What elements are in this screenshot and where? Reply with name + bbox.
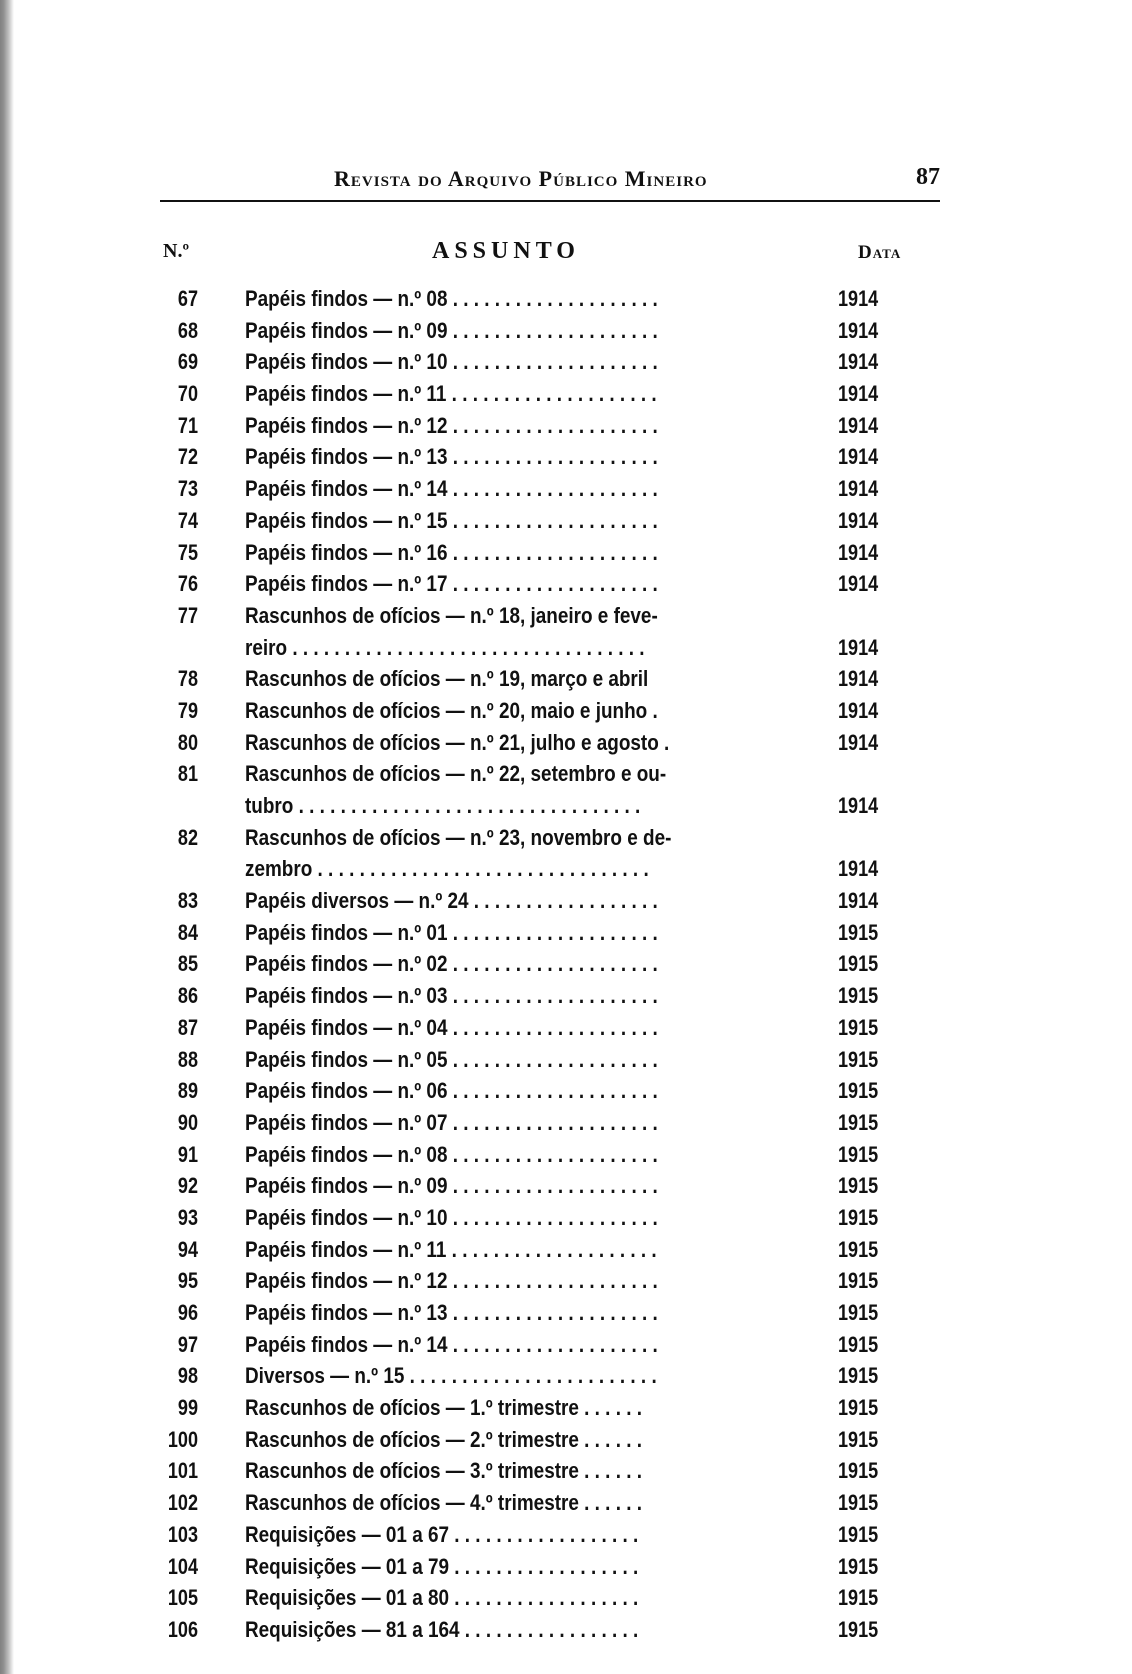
row-subject bbox=[245, 1044, 795, 1076]
row-date: 1914 bbox=[838, 412, 879, 438]
row-number: 79 bbox=[177, 697, 198, 723]
table-row bbox=[0, 600, 1132, 663]
row-subject bbox=[245, 1329, 795, 1361]
row-subject-line1: Papéis findos — n.º 13 . . . . . . . . . . . . . . . . . . . . bbox=[245, 444, 658, 470]
row-subject bbox=[245, 948, 795, 980]
column-header-subject: ASSUNTO bbox=[432, 238, 580, 264]
row-date: 1915 bbox=[838, 1553, 879, 1579]
table-row bbox=[0, 1392, 1132, 1424]
row-subject bbox=[245, 1360, 795, 1392]
row-subject bbox=[245, 441, 795, 473]
journal-title: Revista do Arquivo Público Mineiro bbox=[334, 166, 708, 191]
row-date: 1915 bbox=[838, 1521, 879, 1547]
row-subject bbox=[245, 917, 795, 949]
row-date: 1915 bbox=[838, 1173, 879, 1199]
row-subject-line1: Papéis findos — n.º 01 . . . . . . . . . . . . . . . . . . . . bbox=[245, 919, 658, 945]
row-subject bbox=[245, 1139, 795, 1171]
row-subject-line1: Papéis findos — n.º 09 . . . . . . . . . . . . . . . . . . . . bbox=[245, 1173, 658, 1199]
row-date: 1915 bbox=[838, 1490, 879, 1516]
table-row bbox=[0, 1519, 1132, 1551]
row-number: 97 bbox=[177, 1331, 198, 1357]
row-subject-line1: Papéis findos — n.º 15 . . . . . . . . . . . . . . . . . . . . bbox=[245, 507, 658, 533]
row-number: 98 bbox=[177, 1363, 198, 1389]
row-date: 1915 bbox=[838, 1426, 879, 1452]
row-subject bbox=[245, 346, 795, 378]
row-number: 106 bbox=[167, 1616, 198, 1642]
table-row bbox=[0, 1614, 1132, 1646]
row-date: 1914 bbox=[838, 856, 879, 882]
row-subject-line1: Papéis diversos — n.º 24 . . . . . . . . . . . . . . . . . . bbox=[245, 888, 658, 914]
row-date: 1915 bbox=[838, 919, 879, 945]
row-number: 81 bbox=[177, 761, 198, 787]
row-number: 105 bbox=[167, 1585, 198, 1611]
row-date: 1914 bbox=[838, 286, 879, 311]
row-number: 84 bbox=[177, 919, 198, 945]
table-row bbox=[0, 727, 1132, 759]
row-subject-line1: Rascunhos de ofícios — n.º 21, julho e agosto . bbox=[245, 729, 670, 755]
table-row bbox=[0, 1234, 1132, 1266]
row-number: 103 bbox=[167, 1521, 198, 1547]
table-row bbox=[0, 1139, 1132, 1171]
row-subject bbox=[245, 537, 795, 569]
row-subject-line1: Requisições — 01 a 67 . . . . . . . . . . . . . . . . . . bbox=[245, 1521, 639, 1547]
row-date: 1915 bbox=[838, 1236, 879, 1262]
row-subject-line1: Papéis findos — n.º 16 . . . . . . . . . . . . . . . . . . . . bbox=[245, 539, 658, 565]
row-subject bbox=[245, 822, 795, 885]
row-date: 1915 bbox=[838, 1395, 879, 1421]
row-number: 93 bbox=[177, 1204, 198, 1230]
row-subject bbox=[245, 1424, 795, 1456]
row-subject bbox=[245, 1551, 795, 1583]
row-number: 88 bbox=[177, 1046, 198, 1072]
table-row bbox=[0, 410, 1132, 442]
row-subject bbox=[245, 1487, 795, 1519]
table-row bbox=[0, 315, 1132, 347]
row-subject bbox=[245, 1012, 795, 1044]
row-subject-line1: Papéis findos — n.º 05 . . . . . . . . . . . . . . . . . . . . bbox=[245, 1046, 658, 1072]
row-number: 86 bbox=[177, 983, 198, 1009]
row-date: 1915 bbox=[838, 1268, 879, 1294]
row-subject-line1: Rascunhos de ofícios — 1.º trimestre . . . . . . bbox=[245, 1395, 642, 1421]
table-row bbox=[0, 1044, 1132, 1076]
table-row bbox=[0, 1424, 1132, 1456]
row-subject bbox=[245, 758, 795, 821]
row-subject-line1: Papéis findos — n.º 12 . . . . . . . . . . . . . . . . . . . . bbox=[245, 1268, 658, 1294]
row-number: 94 bbox=[177, 1236, 198, 1262]
row-subject-line1: Papéis findos — n.º 02 . . . . . . . . . . . . . . . . . . . . bbox=[245, 951, 658, 977]
row-subject-line1: Papéis findos — n.º 11 . . . . . . . . . . . . . . . . . . . . bbox=[245, 1236, 657, 1262]
row-subject bbox=[245, 378, 795, 410]
row-subject-line1: Papéis findos — n.º 06 . . . . . . . . . . . . . . . . . . . . bbox=[245, 1078, 658, 1104]
row-subject bbox=[245, 885, 795, 917]
row-subject-line1: Papéis findos — n.º 14 . . . . . . . . . . . . . . . . . . . . bbox=[245, 1331, 658, 1357]
row-subject-line1: Papéis findos — n.º 08 . . . . . . . . . . . . . . . . . . . . bbox=[245, 286, 658, 311]
table-row bbox=[0, 1107, 1132, 1139]
table-row bbox=[0, 663, 1132, 695]
table-row bbox=[0, 917, 1132, 949]
row-subject bbox=[245, 1392, 795, 1424]
row-subject bbox=[245, 600, 795, 663]
row-subject-line1: Papéis findos — n.º 10 . . . . . . . . . . . . . . . . . . . . bbox=[245, 1204, 658, 1230]
row-subject-line1: Rascunhos de ofícios — n.º 22, setembro e ou- bbox=[245, 761, 667, 787]
row-date: 1915 bbox=[838, 1616, 879, 1642]
row-number: 104 bbox=[167, 1553, 198, 1579]
row-date: 1915 bbox=[838, 983, 879, 1009]
row-subject-line2: tubro . . . . . . . . . . . . . . . . . . . . . . . . . . . . . . . . . bbox=[245, 793, 641, 819]
table-row bbox=[0, 758, 1132, 821]
row-date: 1914 bbox=[838, 697, 879, 723]
table-row bbox=[0, 346, 1132, 378]
row-subject-line1: Papéis findos — n.º 08 . . . . . . . . . . . . . . . . . . . . bbox=[245, 1141, 658, 1167]
row-number: 71 bbox=[177, 412, 198, 438]
row-subject bbox=[245, 1582, 795, 1614]
row-subject-line1: Requisições — 81 a 164 . . . . . . . . . . . . . . . . . bbox=[245, 1616, 639, 1642]
row-subject-line1: Papéis findos — n.º 17 . . . . . . . . . . . . . . . . . . . . bbox=[245, 571, 658, 597]
row-subject bbox=[245, 663, 795, 695]
row-number: 70 bbox=[177, 381, 198, 407]
row-date: 1915 bbox=[838, 1458, 879, 1484]
table-row bbox=[0, 1297, 1132, 1329]
row-date: 1915 bbox=[838, 1300, 879, 1326]
table-row bbox=[0, 505, 1132, 537]
row-date: 1914 bbox=[838, 317, 879, 343]
row-subject-line1: Papéis findos — n.º 12 . . . . . . . . . . . . . . . . . . . . bbox=[245, 412, 658, 438]
row-subject bbox=[245, 315, 795, 347]
row-subject bbox=[245, 410, 795, 442]
row-number: 80 bbox=[177, 729, 198, 755]
row-date: 1915 bbox=[838, 1331, 879, 1357]
row-number: 74 bbox=[177, 507, 198, 533]
row-number: 67 bbox=[177, 286, 198, 311]
row-number: 99 bbox=[177, 1395, 198, 1421]
row-number: 85 bbox=[177, 951, 198, 977]
row-date: 1914 bbox=[838, 444, 879, 470]
running-header bbox=[160, 160, 940, 202]
row-subject bbox=[245, 1265, 795, 1297]
row-number: 101 bbox=[167, 1458, 198, 1484]
row-number: 69 bbox=[177, 349, 198, 375]
row-subject-line1: Diversos — n.º 15 . . . . . . . . . . . . . . . . . . . . . . . . bbox=[245, 1363, 657, 1389]
table-row bbox=[0, 473, 1132, 505]
row-subject-line1: Papéis findos — n.º 14 . . . . . . . . . . . . . . . . . . . . bbox=[245, 476, 658, 502]
row-number: 78 bbox=[177, 666, 198, 692]
row-subject-line1: Papéis findos — n.º 09 . . . . . . . . . . . . . . . . . . . . bbox=[245, 317, 658, 343]
row-number: 72 bbox=[177, 444, 198, 470]
table-row bbox=[0, 980, 1132, 1012]
row-subject bbox=[245, 1202, 795, 1234]
table-row bbox=[0, 1170, 1132, 1202]
table-row bbox=[0, 695, 1132, 727]
table-row bbox=[0, 885, 1132, 917]
row-subject-line1: Rascunhos de ofícios — n.º 23, novembro e de- bbox=[245, 824, 672, 850]
table-row bbox=[0, 537, 1132, 569]
row-date: 1915 bbox=[838, 951, 879, 977]
row-number: 96 bbox=[177, 1300, 198, 1326]
table-row bbox=[0, 1265, 1132, 1297]
row-number: 89 bbox=[177, 1078, 198, 1104]
row-subject-line2: zembro . . . . . . . . . . . . . . . . . . . . . . . . . . . . . . . . bbox=[245, 856, 649, 882]
row-date: 1915 bbox=[838, 1046, 879, 1072]
row-subject bbox=[245, 1075, 795, 1107]
row-date: 1914 bbox=[838, 507, 879, 533]
column-header-number: N.º bbox=[163, 240, 190, 262]
table-row bbox=[0, 1329, 1132, 1361]
row-date: 1914 bbox=[838, 381, 879, 407]
row-number: 77 bbox=[177, 602, 198, 628]
row-number: 68 bbox=[177, 317, 198, 343]
row-subject-line1: Rascunhos de ofícios — 4.º trimestre . . . . . . bbox=[245, 1490, 642, 1516]
row-subject-line1: Rascunhos de ofícios — n.º 19, março e abril bbox=[245, 666, 649, 692]
row-subject bbox=[245, 727, 795, 759]
row-date: 1915 bbox=[838, 1204, 879, 1230]
row-subject-line1: Papéis findos — n.º 10 . . . . . . . . . . . . . . . . . . . . bbox=[245, 349, 658, 375]
row-date: 1915 bbox=[838, 1078, 879, 1104]
row-subject bbox=[245, 695, 795, 727]
row-subject-line1: Papéis findos — n.º 13 . . . . . . . . . . . . . . . . . . . . bbox=[245, 1300, 658, 1326]
row-subject bbox=[245, 1455, 795, 1487]
table-row bbox=[0, 441, 1132, 473]
row-date: 1914 bbox=[838, 729, 879, 755]
table-row bbox=[0, 1551, 1132, 1583]
row-date: 1915 bbox=[838, 1141, 879, 1167]
table-row bbox=[0, 1075, 1132, 1107]
row-date: 1914 bbox=[838, 793, 879, 819]
row-subject-line1: Papéis findos — n.º 03 . . . . . . . . . . . . . . . . . . . . bbox=[245, 983, 658, 1009]
table-row bbox=[0, 1012, 1132, 1044]
row-number: 100 bbox=[167, 1426, 198, 1452]
row-subject-line1: Rascunhos de ofícios — n.º 18, janeiro e feve- bbox=[245, 602, 658, 628]
row-subject bbox=[245, 283, 795, 315]
row-date: 1915 bbox=[838, 1014, 879, 1040]
row-number: 90 bbox=[177, 1109, 198, 1135]
row-number: 75 bbox=[177, 539, 198, 565]
table-row bbox=[0, 1455, 1132, 1487]
row-date: 1914 bbox=[838, 349, 879, 375]
row-subject-line1: Rascunhos de ofícios — n.º 20, maio e junho . bbox=[245, 697, 658, 723]
row-number: 92 bbox=[177, 1173, 198, 1199]
row-subject bbox=[245, 1234, 795, 1266]
table-row bbox=[0, 1582, 1132, 1614]
table-row bbox=[0, 822, 1132, 885]
row-subject-line1: Papéis findos — n.º 11 . . . . . . . . . . . . . . . . . . . . bbox=[245, 381, 657, 407]
row-subject-line1: Papéis findos — n.º 07 . . . . . . . . . . . . . . . . . . . . bbox=[245, 1109, 658, 1135]
row-date: 1915 bbox=[838, 1363, 879, 1389]
table-row bbox=[0, 568, 1132, 600]
row-date: 1914 bbox=[838, 634, 879, 660]
table-row bbox=[0, 1360, 1132, 1392]
row-date: 1914 bbox=[838, 476, 879, 502]
row-number: 76 bbox=[177, 571, 198, 597]
row-date: 1914 bbox=[838, 666, 879, 692]
row-number: 87 bbox=[177, 1014, 198, 1040]
row-number: 73 bbox=[177, 476, 198, 502]
row-subject bbox=[245, 1614, 795, 1646]
column-header-date: Data bbox=[858, 242, 902, 263]
row-date: 1915 bbox=[838, 1585, 879, 1611]
row-subject-line1: Requisições — 01 a 80 . . . . . . . . . . . . . . . . . . bbox=[245, 1585, 639, 1611]
row-subject bbox=[245, 473, 795, 505]
row-number: 83 bbox=[177, 888, 198, 914]
row-subject-line2: reiro . . . . . . . . . . . . . . . . . . . . . . . . . . . . . . . . . . bbox=[245, 634, 645, 660]
index-table bbox=[0, 283, 1132, 1646]
row-subject-line1: Papéis findos — n.º 04 . . . . . . . . . . . . . . . . . . . . bbox=[245, 1014, 658, 1040]
row-subject bbox=[245, 1107, 795, 1139]
table-row bbox=[0, 1202, 1132, 1234]
row-subject bbox=[245, 1170, 795, 1202]
column-headers bbox=[0, 236, 1132, 272]
table-row bbox=[0, 283, 1132, 315]
row-subject bbox=[245, 505, 795, 537]
row-subject bbox=[245, 1519, 795, 1551]
row-subject bbox=[245, 980, 795, 1012]
row-subject-line1: Rascunhos de ofícios — 3.º trimestre . . . . . . bbox=[245, 1458, 642, 1484]
table-row bbox=[0, 378, 1132, 410]
row-subject bbox=[245, 1297, 795, 1329]
row-date: 1914 bbox=[838, 539, 879, 565]
row-number: 102 bbox=[167, 1490, 198, 1516]
row-number: 91 bbox=[177, 1141, 198, 1167]
row-date: 1914 bbox=[838, 888, 879, 914]
row-date: 1915 bbox=[838, 1109, 879, 1135]
row-number: 95 bbox=[177, 1268, 198, 1294]
table-row bbox=[0, 948, 1132, 980]
page-number: 87 bbox=[916, 164, 940, 190]
row-subject-line1: Requisições — 01 a 79 . . . . . . . . . . . . . . . . . . bbox=[245, 1553, 639, 1579]
table-row bbox=[0, 1487, 1132, 1519]
row-date: 1914 bbox=[838, 571, 879, 597]
row-number: 82 bbox=[177, 824, 198, 850]
row-subject-line1: Rascunhos de ofícios — 2.º trimestre . . . . . . bbox=[245, 1426, 642, 1452]
row-subject bbox=[245, 568, 795, 600]
